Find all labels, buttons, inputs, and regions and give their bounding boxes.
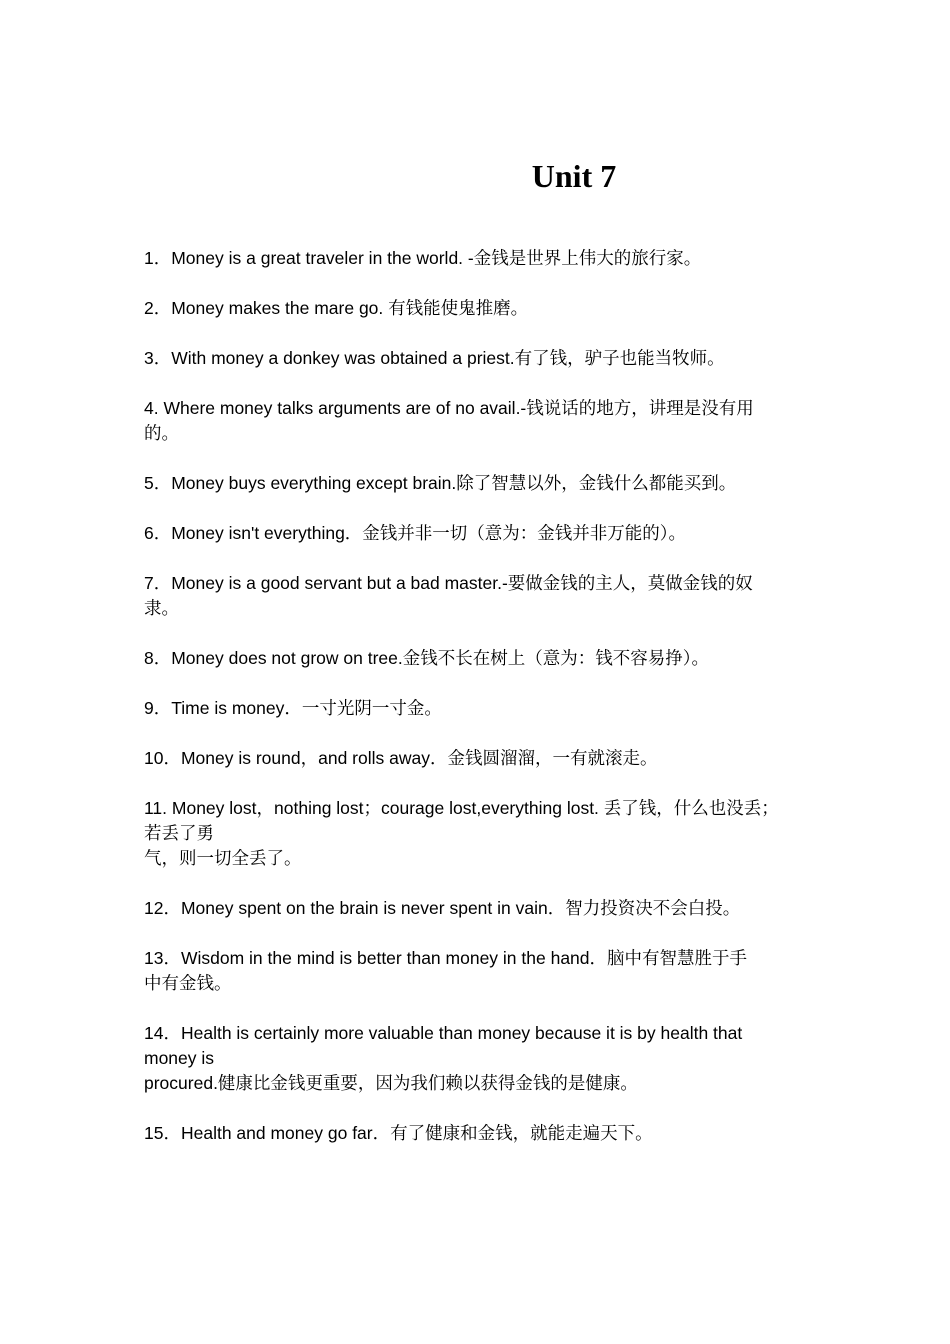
item-line: 11. Money lost，nothing lost；courage lost,everything lost. 丢了钱，什么也没丢；: [144, 798, 779, 818]
item-line: 隶。: [144, 598, 179, 618]
item-line: 8．Money does not grow on tree.金钱不长在树上（意为：钱不容易挣）。: [144, 648, 710, 668]
item-line: 14．Health is certainly more valuable than money because it is by health that: [144, 1023, 743, 1043]
list-item: [144, 746, 824, 771]
item-line: 6．Money isn't everything．金钱并非一切（意为：金钱并非万能的）。: [144, 523, 687, 543]
item-line: 1．Money is a great traveler in the world. -金钱是世界上伟大的旅行家。: [144, 248, 702, 268]
list-item: [144, 521, 824, 546]
item-line: 2．Money makes the mare go. 有钱能使鬼推磨。: [144, 298, 529, 318]
list-item: [144, 796, 824, 871]
item-line: 9．Time is money．一寸光阴一寸金。: [144, 698, 442, 718]
list-item: [144, 696, 824, 721]
item-line: 5．Money buys everything except brain.除了智慧以外，金钱什么都能买到。: [144, 473, 737, 493]
list-item: [144, 1121, 824, 1146]
item-line: 7．Money is a good servant but a bad master.-要做金钱的主人，莫做金钱的奴: [144, 573, 753, 593]
item-line: 15．Health and money go far．有了健康和金钱，就能走遍天下。: [144, 1123, 653, 1143]
list-item: [144, 346, 824, 371]
list-item: [144, 246, 824, 271]
list-item: [144, 471, 824, 496]
list-item: [144, 646, 824, 671]
item-line: 的。: [144, 423, 179, 443]
item-line: 3．With money a donkey was obtained a priest.有了钱，驴子也能当牧师。: [144, 348, 725, 368]
list-item: [144, 296, 824, 321]
item-line: 10．Money is round，and rolls away．金钱圆溜溜，一有就滚走。: [144, 748, 658, 768]
list-item: [144, 896, 824, 921]
list-item: [144, 571, 824, 621]
page-title: Unit 7: [531, 158, 617, 194]
item-line: money is: [144, 1048, 215, 1068]
list-item: [144, 396, 824, 446]
proverb-list: [144, 246, 824, 1171]
item-line: 13．Wisdom in the mind is better than money in the hand．脑中有智慧胜于手: [144, 948, 748, 968]
list-item: [144, 1021, 824, 1096]
item-line: 若丢了勇: [144, 823, 214, 843]
item-line: 气，则一切全丢了。: [144, 848, 302, 868]
item-line: 12．Money spent on the brain is never spent in vain．智力投资决不会白投。: [144, 898, 741, 918]
item-line: 4. Where money talks arguments are of no avail.-钱说话的地方，讲理是没有用: [144, 398, 754, 418]
item-line: procured.健康比金钱更重要，因为我们赖以获得金钱的是健康。: [144, 1073, 638, 1093]
item-line: 中有金钱。: [144, 973, 232, 993]
list-item: [144, 946, 824, 996]
